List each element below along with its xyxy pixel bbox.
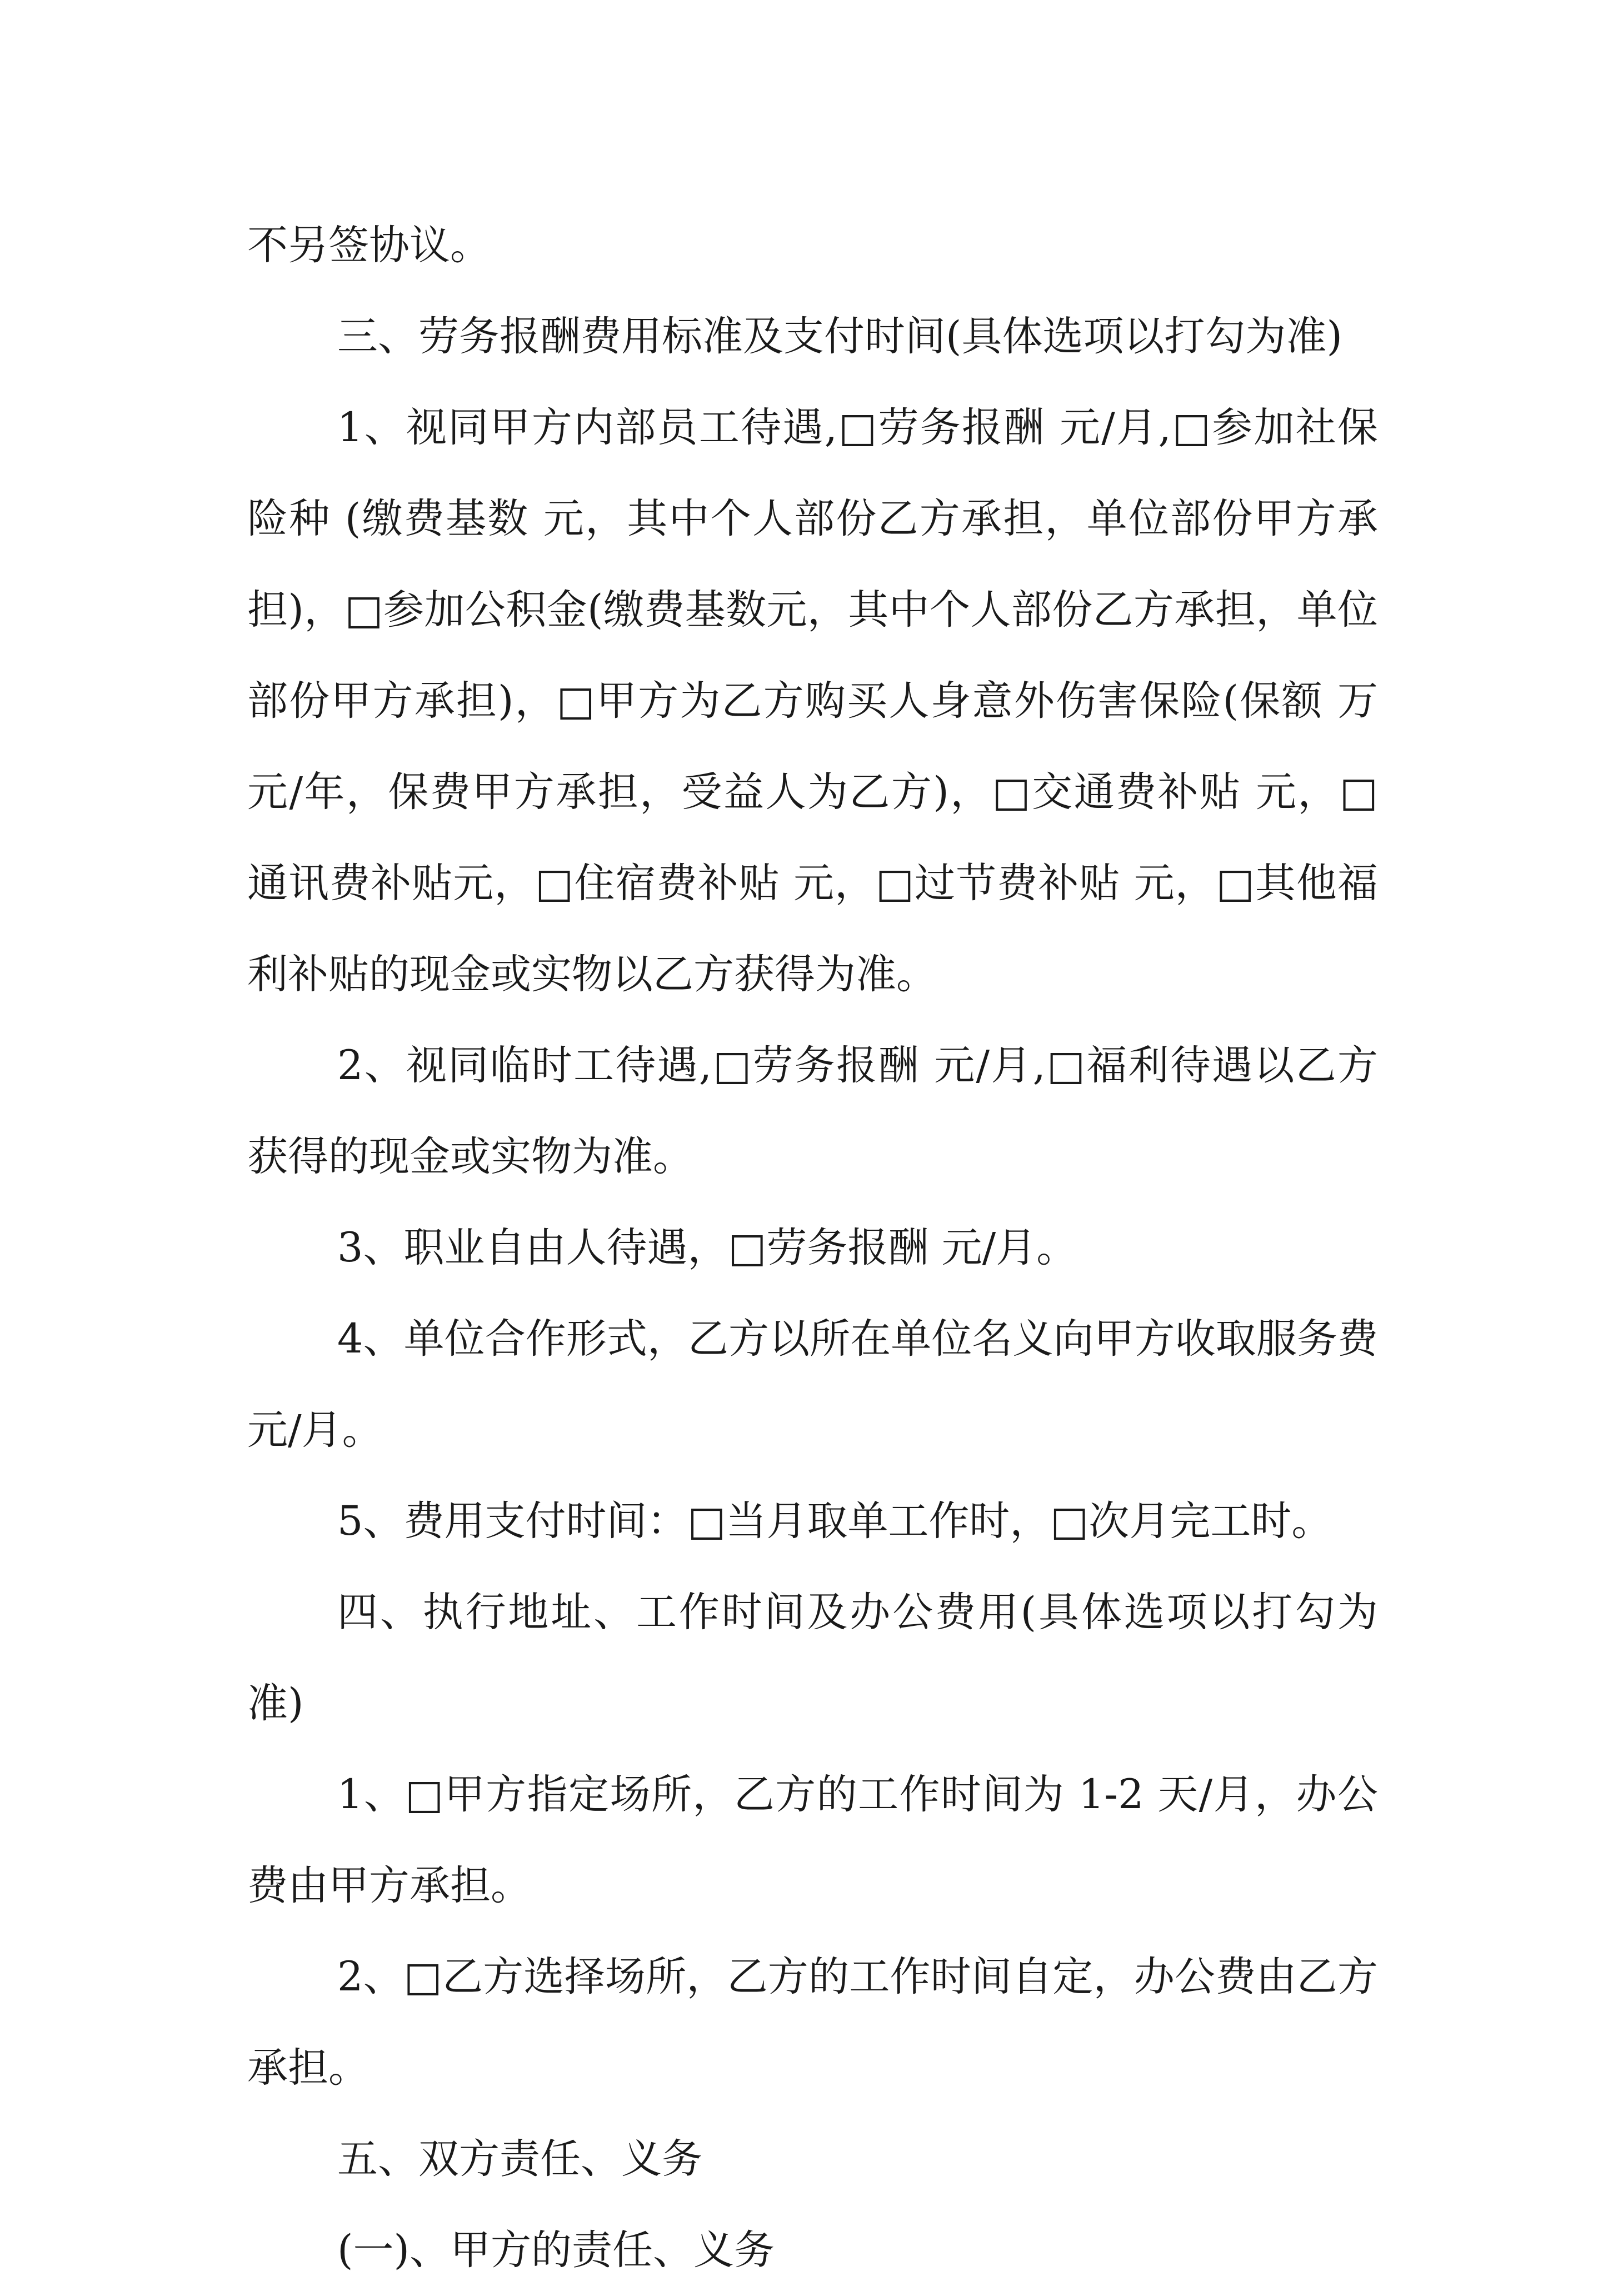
document-body [247, 200, 1378, 2296]
clause-3-2: 2、视同临时工待遇,□劳务报酬 元/月,□福利待遇以乙方获得的现金或实物为准。 [247, 1042, 1378, 1180]
subsection-heading-5-1: (一)、甲方的责任、义务 [337, 2227, 775, 2274]
clause-3-3: 3、职业自由人待遇，□劳务报酬 元/月。 [337, 1224, 1077, 1271]
clause-3-4: 4、单位合作形式，乙方以所在单位名义向甲方收取服务费 元/月。 [247, 1315, 1378, 1454]
clause-3-5: 5、费用支付时间：□当月取单工作时，□次月完工时。 [337, 1498, 1332, 1545]
clause-4-1: 1、□甲方指定场所，乙方的工作时间为 1-2 天/月，办公费由甲方承担。 [247, 1771, 1378, 1909]
section-heading-3: 三、劳务报酬费用标准及支付时间(具体选项以打勾为准) [337, 313, 1342, 360]
paragraph-continuation: 不另签协议。 [247, 222, 491, 269]
clause-3-1: 1、视同甲方内部员工待遇,□劳务报酬 元/月,□参加社保险种 (缴费基数 元，其中个人部份乙方承担，单位部份甲方承担)，□参加公积金(缴费基数元，其中个人部份乙方承担，单位部份甲方承担)，□甲方为乙方购买人身意外伤害保险(保额 万元/年，保费甲方承担，受益人为乙方)，□交通费补贴 元，□通讯费补贴元，□住宿费补贴 元，□过节费补贴 元，□其他福利补贴的现金或实物以乙方获得为准。 [247, 404, 1378, 998]
clause-4-2: 2、□乙方选择场所，乙方的工作时间自定，办公费由乙方承担。 [247, 1953, 1378, 2092]
section-heading-5: 五、双方责任、义务 [337, 2135, 702, 2183]
section-heading-4: 四、执行地址、工作时间及办公费用(具体选项以打勾为准) [247, 1589, 1378, 1727]
